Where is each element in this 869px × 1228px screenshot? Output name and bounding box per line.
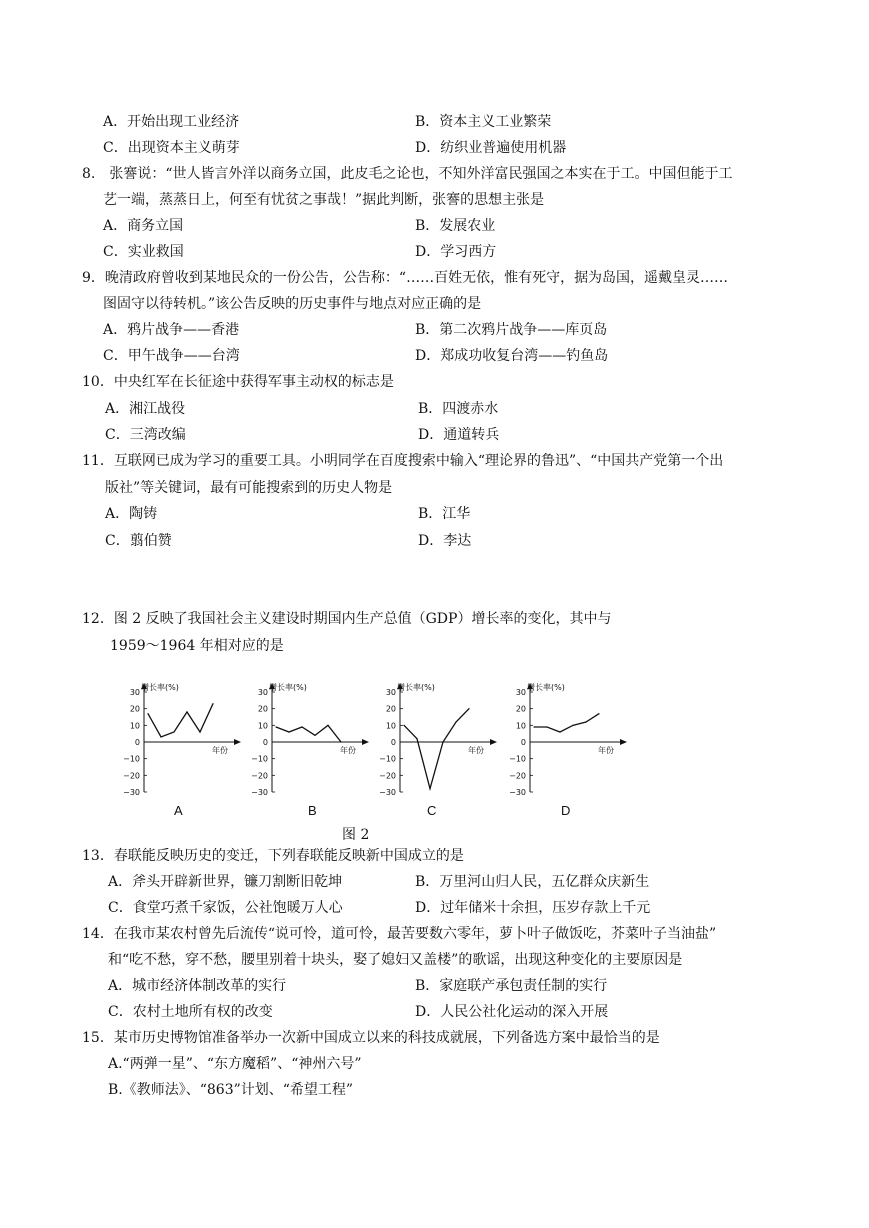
q8-stem-line2: 艺一端，蒸蒸日上，何至有忧贫之事哉！”据此判断，张謇的思想主张是 bbox=[103, 192, 545, 208]
data-point bbox=[199, 731, 200, 732]
data-point bbox=[559, 731, 560, 732]
x-axis-label: 年份 bbox=[340, 746, 356, 755]
y-tick-label: 0 bbox=[390, 738, 396, 747]
q10-option-a: A．湘江战役 bbox=[105, 401, 186, 417]
q10-option-c: C．三湾改编 bbox=[105, 427, 186, 443]
y-tick-label: 10 bbox=[129, 721, 140, 731]
y-tick-label: 0 bbox=[134, 738, 140, 747]
q7-option-d: D．纺织业普遍使用机器 bbox=[415, 140, 567, 156]
gdp-chart-b bbox=[240, 680, 370, 800]
data-point bbox=[160, 736, 161, 737]
q8-option-d: D．学习西方 bbox=[415, 244, 497, 260]
y-axis-label: 增长率(%) bbox=[269, 683, 307, 692]
q11-option-b: B．江华 bbox=[418, 506, 471, 522]
x-axis-arrow bbox=[490, 739, 497, 745]
y-tick-label: −20 bbox=[379, 771, 396, 781]
q9-option-c: C．甲午战争——台湾 bbox=[103, 348, 240, 364]
q10-option-b: B．四渡赤水 bbox=[418, 401, 499, 417]
y-tick-label: −10 bbox=[251, 754, 268, 764]
y-axis-label: 增长率(%) bbox=[397, 683, 435, 692]
x-axis-label: 年份 bbox=[468, 746, 484, 755]
chart-svg bbox=[112, 680, 242, 800]
q11-option-c: C．翦伯赞 bbox=[105, 533, 172, 549]
x-axis-arrow bbox=[620, 739, 627, 745]
x-axis-label: 年份 bbox=[598, 746, 614, 755]
q10-option-d: D．通道转兵 bbox=[418, 427, 500, 443]
data-point bbox=[572, 725, 573, 726]
y-tick-label: 10 bbox=[515, 721, 526, 731]
data-point bbox=[455, 721, 456, 722]
data-point bbox=[598, 713, 599, 714]
q9-stem-line2: 图固守以待转机。”该公告反映的历史事件与地点对应正确的是 bbox=[103, 296, 482, 312]
x-axis-label: 年份 bbox=[212, 746, 228, 755]
q13-option-d: D．过年储米十余担，压岁存款上千元 bbox=[415, 900, 651, 916]
chart-d-label: D bbox=[561, 803, 571, 818]
gdp-chart-a bbox=[112, 680, 242, 800]
q7-option-a: A．开始出现工业经济 bbox=[103, 114, 240, 130]
q7-option-c: C．出现资本主义萌芽 bbox=[103, 140, 240, 156]
data-point bbox=[327, 725, 328, 726]
data-point bbox=[186, 711, 187, 712]
q14-option-b: B．家庭联产承包责任制的实行 bbox=[415, 978, 608, 994]
q11-stem-line1: 11．互联网已成为学习的重要工具。小明同学在百度搜索中输入“理论界的鲁迅”、“中国共产党第一个出 bbox=[82, 453, 724, 469]
data-point bbox=[468, 708, 469, 709]
y-tick-label: 30 bbox=[515, 688, 526, 697]
y-tick-label: 30 bbox=[257, 688, 268, 697]
q13-option-c: C．食堂巧煮千家饭，公社饱暖万人心 bbox=[108, 900, 343, 916]
y-tick-label: −30 bbox=[123, 788, 140, 797]
y-tick-label: −30 bbox=[509, 788, 526, 797]
growth-rate-series-line bbox=[276, 725, 341, 742]
q14-stem-line2: 和“吃不愁，穿不愁，腰里别着十块头，娶了媳妇又盖楼”的歌谣，出现这种变化的主要原因是 bbox=[108, 952, 683, 968]
growth-rate-series-line bbox=[534, 714, 599, 732]
figure-caption: 图 2 bbox=[342, 827, 370, 843]
y-tick-label: −10 bbox=[509, 754, 526, 764]
q7-option-b: B．资本主义工业繁荣 bbox=[415, 114, 552, 130]
q9-option-d: D．郑成功收复台湾——钓鱼岛 bbox=[415, 348, 609, 364]
data-point bbox=[546, 726, 547, 727]
y-tick-label: 0 bbox=[262, 738, 268, 747]
q15-option-a: A.“两弹一星”、“东方魔稻”、“神州六号” bbox=[108, 1056, 362, 1072]
data-point bbox=[301, 726, 302, 727]
growth-rate-series-line bbox=[404, 709, 469, 789]
y-tick-label: 10 bbox=[385, 721, 396, 731]
growth-rate-series-line bbox=[148, 704, 213, 737]
data-point bbox=[275, 726, 276, 727]
chart-svg bbox=[368, 680, 498, 800]
chart-c-label: C bbox=[427, 803, 437, 818]
q8-option-c: C．实业救国 bbox=[103, 244, 184, 260]
y-tick-label: −10 bbox=[123, 754, 140, 764]
q11-option-a: A．陶铸 bbox=[105, 506, 158, 522]
q14-option-d: D．人民公社化运动的深入开展 bbox=[415, 1004, 609, 1020]
gdp-chart-d bbox=[498, 680, 628, 800]
data-point bbox=[212, 703, 213, 704]
q9-option-a: A．鸦片战争——香港 bbox=[103, 322, 240, 338]
q12-stem-line2: 1959～1964 年相对应的是 bbox=[110, 638, 284, 654]
y-tick-label: 20 bbox=[385, 704, 396, 714]
q14-stem-line1: 14．在我市某农村曾先后流传“说可怜，道可怜，最苦要数六零年，萝卜叶子做饭吃，芥菜叶子当油盐” bbox=[82, 926, 717, 942]
q11-option-d: D．李达 bbox=[418, 533, 472, 549]
q14-option-a: A．城市经济体制改革的实行 bbox=[108, 978, 287, 994]
y-tick-label: −20 bbox=[123, 771, 140, 781]
data-point bbox=[585, 721, 586, 722]
q8-option-b: B．发展农业 bbox=[415, 218, 496, 234]
y-tick-label: −20 bbox=[509, 771, 526, 781]
q14-option-c: C．农村土地所有权的改变 bbox=[108, 1004, 273, 1020]
q8-stem-line1: 8. 张謇说：“世人皆言外洋以商务立国，此皮毛之论也，不知外洋富民强国之本实在于工。中国但能于工 bbox=[82, 166, 733, 182]
gdp-chart-c bbox=[368, 680, 498, 800]
data-point bbox=[416, 738, 417, 739]
q15-stem-line1: 15．某市历史博物馆准备举办一次新中国成立以来的科技成就展，下列备选方案中最恰当的是 bbox=[82, 1030, 660, 1046]
q13-stem-line1: 13．春联能反映历史的变迁，下列春联能反映新中国成立的是 bbox=[82, 848, 464, 864]
data-point bbox=[314, 735, 315, 736]
y-tick-label: 30 bbox=[129, 688, 140, 697]
data-point bbox=[340, 741, 341, 742]
data-point bbox=[442, 741, 443, 742]
chart-b-label: B bbox=[308, 803, 317, 818]
q9-option-b: B．第二次鸦片战争——库页岛 bbox=[415, 322, 608, 338]
q15-option-b: B.《教师法》、“863”计划、“希望工程” bbox=[108, 1082, 354, 1098]
q13-option-a: A．斧头开辟新世界，镰刀割断旧乾坤 bbox=[108, 874, 343, 890]
chart-a-label: A bbox=[174, 803, 183, 818]
data-point bbox=[173, 731, 174, 732]
chart-svg bbox=[240, 680, 370, 800]
y-axis-label: 增长率(%) bbox=[527, 683, 565, 692]
y-tick-label: 20 bbox=[257, 704, 268, 714]
data-point bbox=[403, 725, 404, 726]
y-axis-label: 增长率(%) bbox=[141, 683, 179, 692]
y-tick-label: 20 bbox=[129, 704, 140, 714]
data-point bbox=[147, 713, 148, 714]
q10-stem-line1: 10．中央红军在长征途中获得军事主动权的标志是 bbox=[82, 374, 394, 390]
data-point bbox=[429, 788, 430, 789]
q8-option-a: A．商务立国 bbox=[103, 218, 184, 234]
y-tick-label: −20 bbox=[251, 771, 268, 781]
y-tick-label: −30 bbox=[251, 788, 268, 797]
y-tick-label: 30 bbox=[385, 688, 396, 697]
q9-stem-line1: 9．晚清政府曾收到某地民众的一份公告，公告称：“……百姓无依，惟有死守，据为岛国，遥戴皇灵…… bbox=[82, 270, 729, 286]
q12-stem-line1: 12．图 2 反映了我国社会主义建设时期国内生产总值（GDP）增长率的变化，其中与 bbox=[82, 611, 612, 627]
data-point bbox=[288, 731, 289, 732]
y-tick-label: −10 bbox=[379, 754, 396, 764]
q11-stem-line2: 版社”等关键词，最有可能搜索到的历史人物是 bbox=[105, 480, 393, 496]
data-point bbox=[533, 726, 534, 727]
q13-option-b: B．万里河山归人民，五亿群众庆新生 bbox=[415, 874, 650, 890]
chart-svg bbox=[498, 680, 628, 800]
y-tick-label: −30 bbox=[379, 788, 396, 797]
y-tick-label: 0 bbox=[520, 738, 526, 747]
y-tick-label: 10 bbox=[257, 721, 268, 731]
y-tick-label: 20 bbox=[515, 704, 526, 714]
